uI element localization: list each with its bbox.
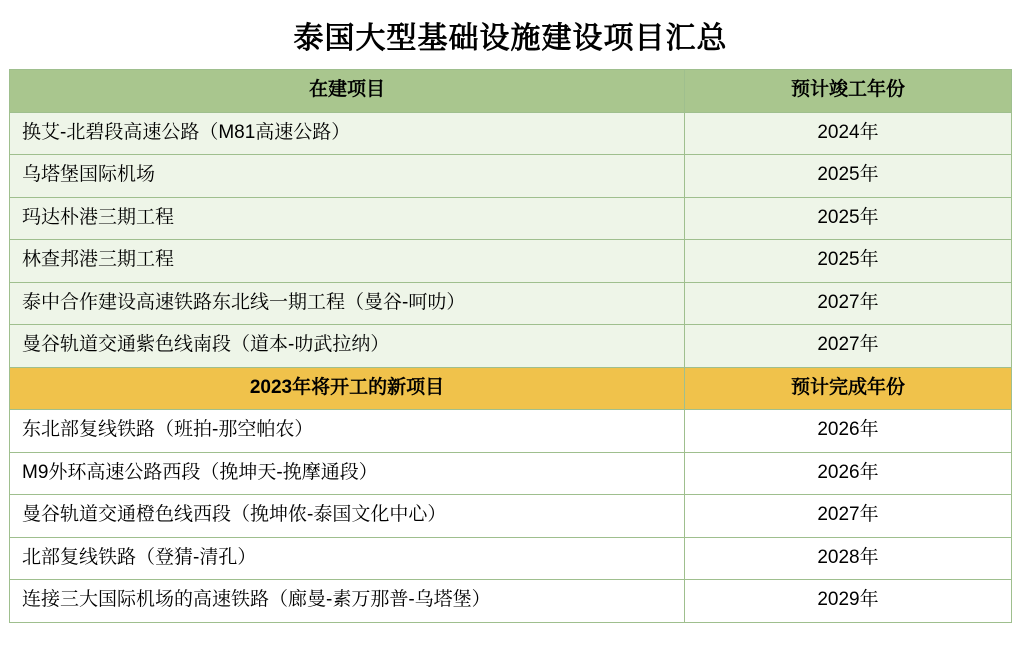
table-row [10, 452, 1012, 495]
table-row [10, 155, 1012, 198]
project-name: 连接三大国际机场的高速铁路（廊曼-素万那普-乌塔堡） [10, 580, 685, 623]
table-row [10, 580, 1012, 623]
column-header-new-project: 2023年将开工的新项目 [10, 367, 685, 410]
project-year: 2024年 [685, 112, 1012, 155]
table-row [10, 410, 1012, 453]
table-row [10, 112, 1012, 155]
page-title: 泰国大型基础设施建设项目汇总 [293, 22, 728, 55]
table-row [10, 240, 1012, 283]
project-name: 曼谷轨道交通橙色线西段（挽坤侬-泰国文化中心） [10, 495, 685, 538]
column-header-completion-year: 预计完成年份 [685, 367, 1012, 410]
project-name: 换艾-北碧段高速公路（M81高速公路） [10, 112, 685, 155]
project-year: 2028年 [685, 537, 1012, 580]
infrastructure-summary-table [9, 69, 1012, 623]
project-year: 2025年 [685, 240, 1012, 283]
project-year: 2025年 [685, 155, 1012, 198]
project-name: 泰中合作建设高速铁路东北线一期工程（曼谷-呵叻） [10, 282, 685, 325]
project-year: 2027年 [685, 495, 1012, 538]
project-name: 北部复线铁路（登猜-清孔） [10, 537, 685, 580]
table-row [10, 537, 1012, 580]
table-row [10, 197, 1012, 240]
project-name: 乌塔堡国际机场 [10, 155, 685, 198]
column-header-year: 预计竣工年份 [685, 70, 1012, 113]
project-name: 玛达朴港三期工程 [10, 197, 685, 240]
section-1-header-row [10, 70, 1012, 113]
project-year: 2029年 [685, 580, 1012, 623]
project-year: 2025年 [685, 197, 1012, 240]
table-row [10, 325, 1012, 368]
section-2-header-row [10, 367, 1012, 410]
project-year: 2026年 [685, 452, 1012, 495]
project-year: 2027年 [685, 282, 1012, 325]
project-name: 曼谷轨道交通紫色线南段（道本-叻武拉纳） [10, 325, 685, 368]
table-row [10, 282, 1012, 325]
project-year: 2026年 [685, 410, 1012, 453]
project-year: 2027年 [685, 325, 1012, 368]
project-name: 东北部复线铁路（班拍-那空帕农） [10, 410, 685, 453]
table-row [10, 495, 1012, 538]
column-header-project: 在建项目 [10, 70, 685, 113]
project-name: M9外环高速公路西段（挽坤天-挽摩通段） [10, 452, 685, 495]
project-name: 林查邦港三期工程 [10, 240, 685, 283]
